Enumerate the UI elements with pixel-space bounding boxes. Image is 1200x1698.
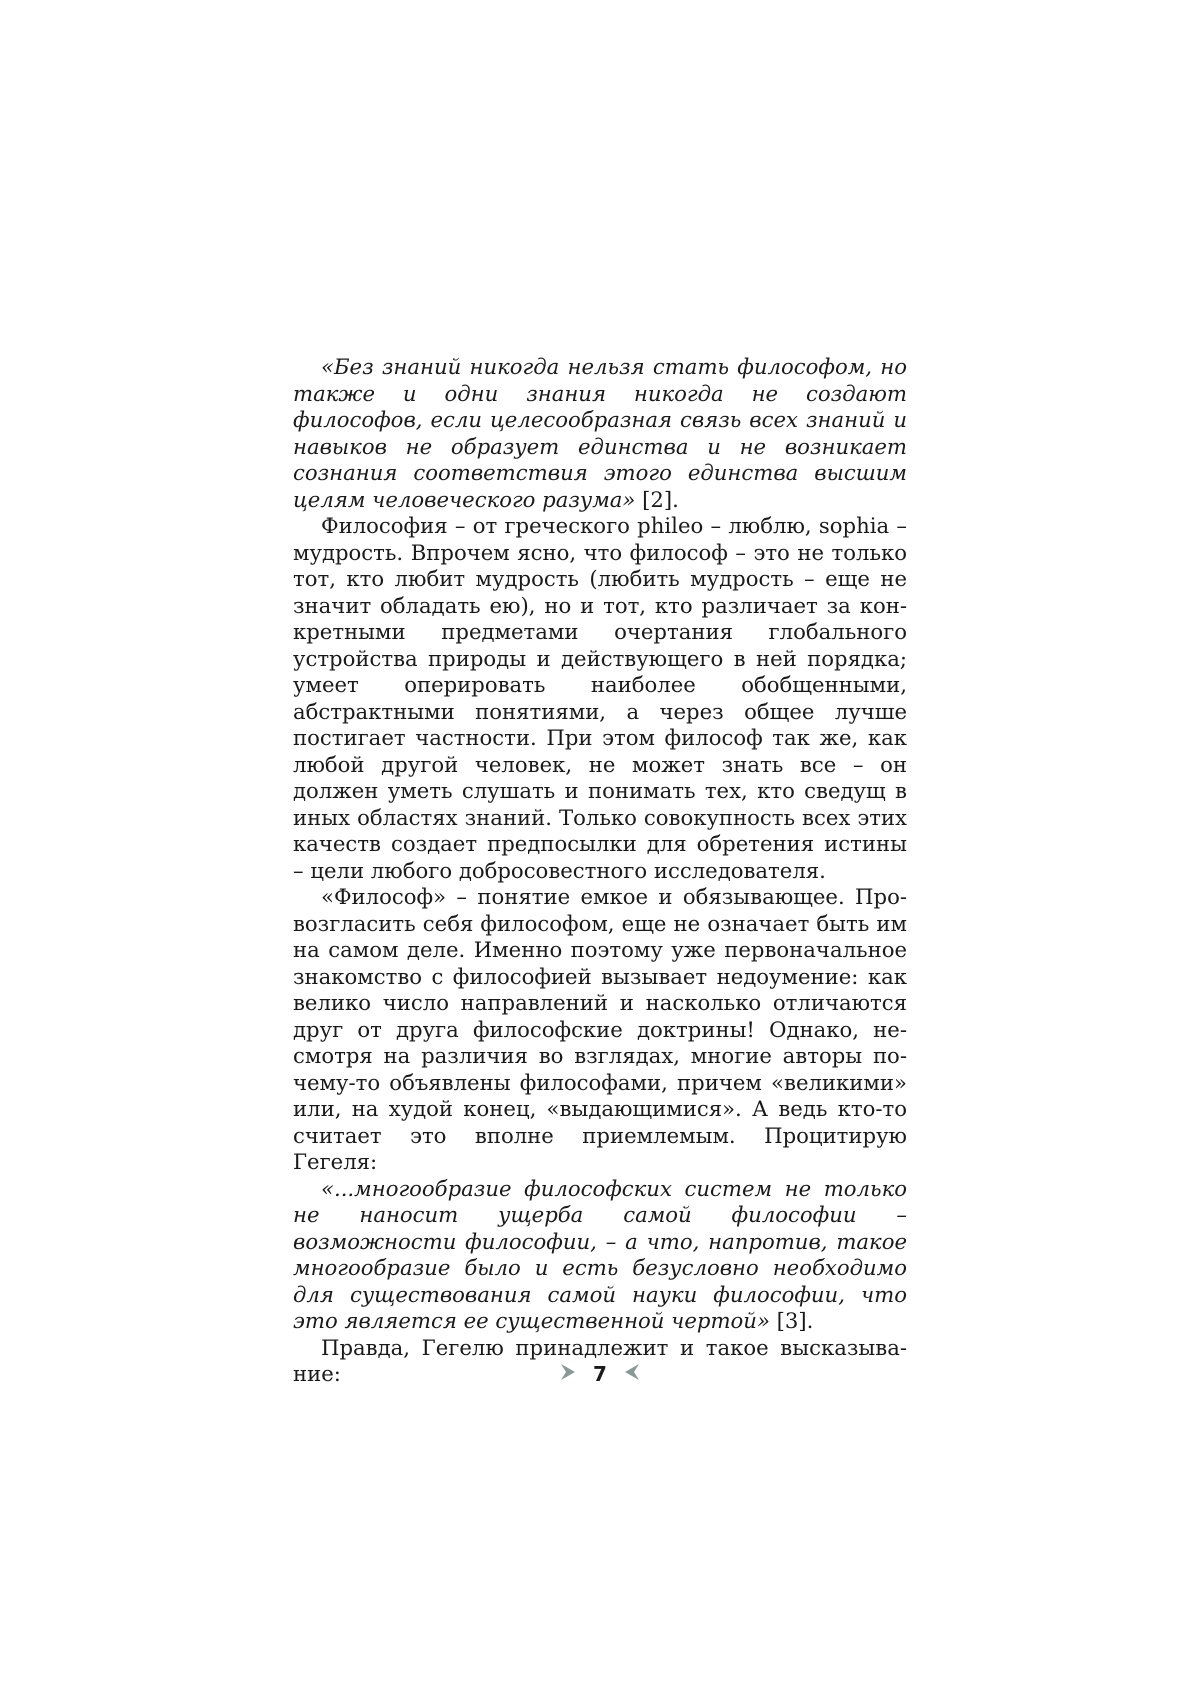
page-number: 7 [593,1361,607,1386]
right-arrow-icon [560,1362,576,1386]
citation-ref: [2]. [635,486,679,512]
body-paragraph-3: Правда, Гегелю принадлежит и такое высказывание: [293,1334,907,1386]
left-arrow-icon [624,1362,640,1386]
page-footer [0,1360,1200,1386]
quote-paragraph-1 [293,354,907,513]
body-paragraph-1: Философия – от греческого phileo – люблю, sophia – мудрость. Впрочем ясно, что философ – это не только тот, кто любит мудрость (любить мудрость – еще не значит обладать ею), но и тот, кто различает за конкретными предметами очертания глобального устройства природы и действующего в ней порядка; умеет оперировать наиболее обобщенными, абстрактными понятиями, а через общее лучше постигает частности. При этом философ так же, как любой другой человек, не может знать все – он должен уметь слушать и понимать тех, кто сведущ в иных областях знаний. Только совокупность всех этих качеств создает предпосылки для обретения истины – цели любого добросовестного исследователя. [293,513,907,883]
citation-ref: [3]. [769,1308,814,1333]
quote-text: «...многообразие философских систем не только не наносит ущерба самой философии – возможности философии, – а что, напротив, такое многообразие было и есть безусловно необходимо для существования самой науки философии, что это является ее существенной чертой» [293,1175,907,1333]
quote-paragraph-2 [293,1176,907,1335]
main-text [293,354,907,1388]
quote-text: «Без знаний никогда нельзя стать философом, но также и одни знания никогда не создают философов, если целесообразная связь всех знаний и навыков не образует единства и не возникает сознания соответствия этого единства высшим целям человеческого разума» [293,354,907,512]
body-paragraph-2: «Философ» – понятие емкое и обязывающее. Провозгласить себя философом, еще не означает быть им на самом деле. Именно поэтому уже первоначальное знакомство с философией вызывает недоумение: как велико число направлений и насколько отличаются друг от друга философские доктрины! Однако, несмотря на различия во взглядах, многие авторы почему-то объявлены философами, причем «великими» или, на худой конец, «выдающимися». А ведь кто-то считает это вполне приемлемым. Процитирую Гегеля: [293,884,907,1174]
